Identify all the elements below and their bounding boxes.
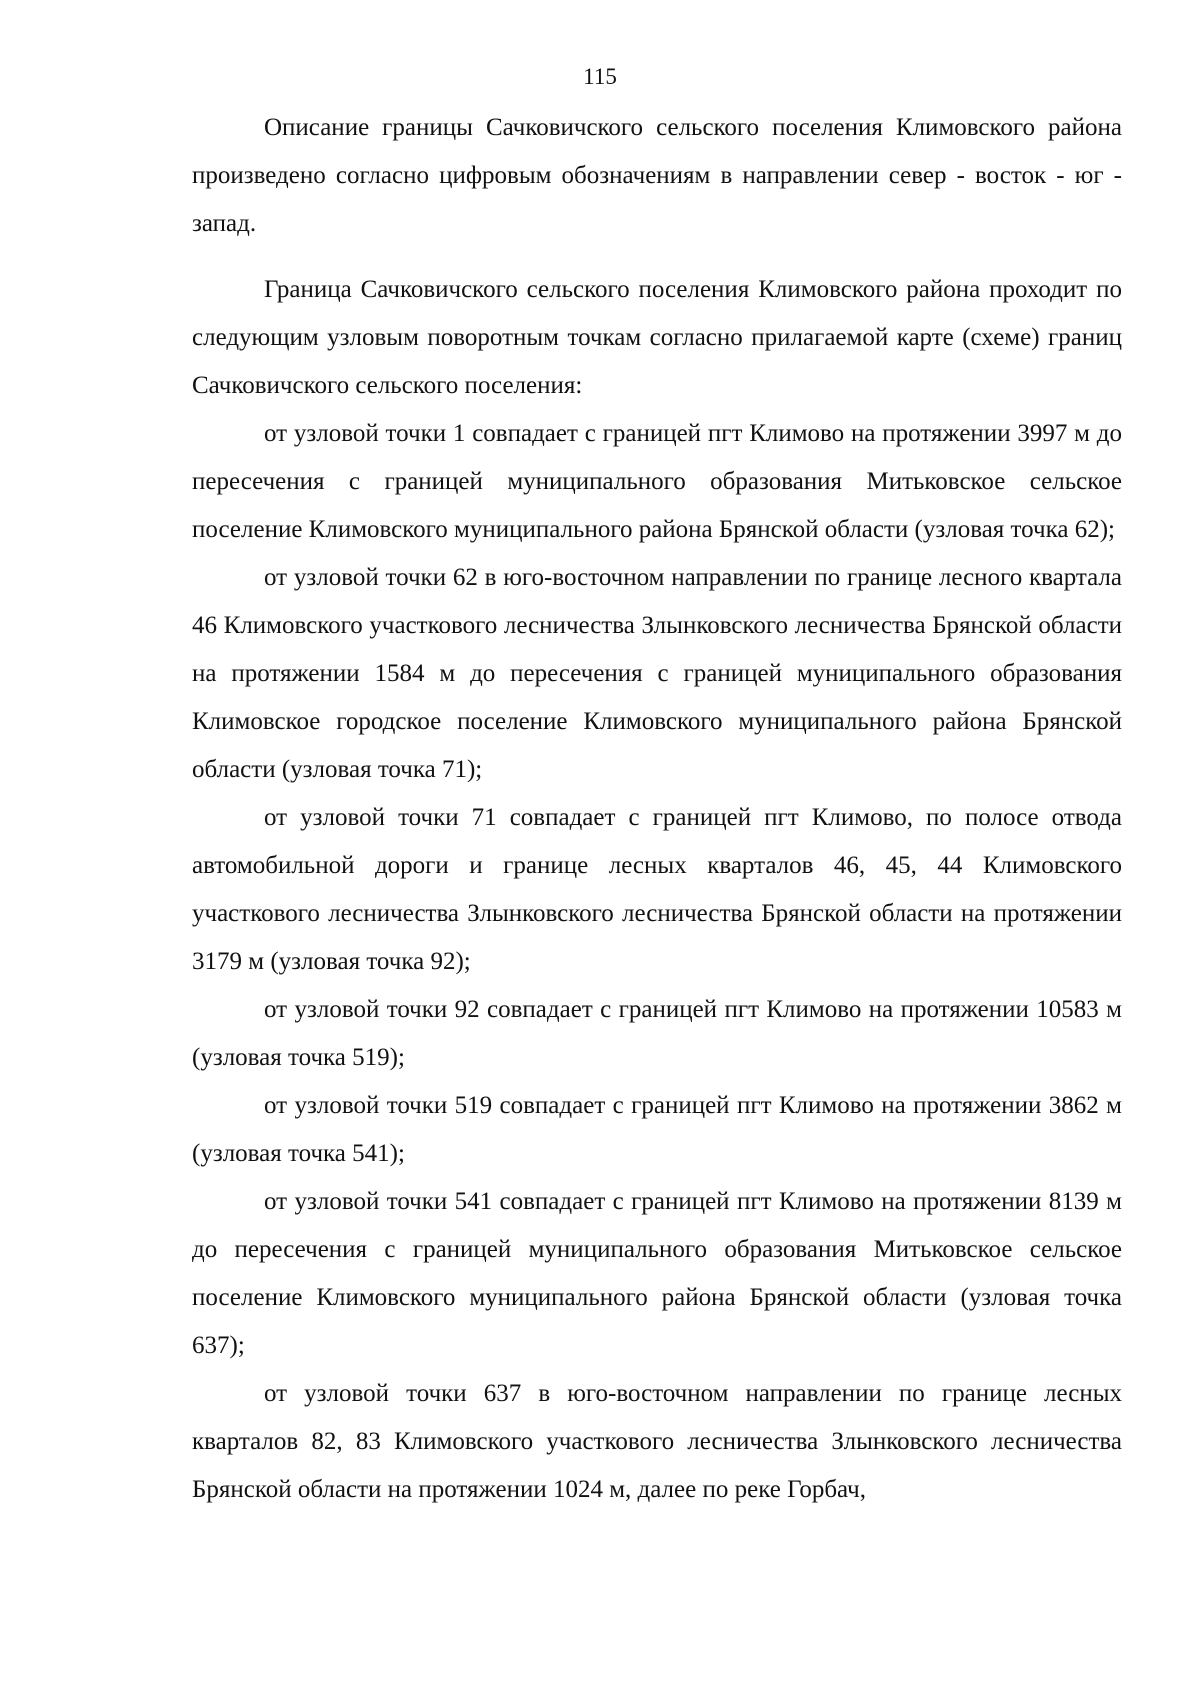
paragraph-point-62: от узловой точки 62 в юго-восточном направлении по границе лесного квартала 46 Климовского участкового лесничества Злынковского лесничества Брянской области на протяжении 1584 м до пересечения с границей муниципального образования Климовское городское поселение Климовского муниципального района Брянской области (узловая точка 71); (192, 564, 1122, 783)
paragraph-boundary-description-intro: Описание границы Сачковичского сельского поселения Климовского района произведено согласно цифровым обозначениям в направлении север - восток - юг - запад. (192, 114, 1122, 237)
document-body (192, 104, 1122, 1514)
paragraph-point-519: от узловой точки 519 совпадает с границей пгт Климово на протяжении 3862 м (узловая точка 541); (192, 1092, 1122, 1167)
paragraph-gap (192, 248, 1122, 266)
paragraph-boundary-route-intro: Граница Сачковичского сельского поселения Климовского района проходит по следующим узловым поворотным точкам согласно прилагаемой карте (схеме) границ Сачковичского сельского поселения: (192, 276, 1122, 399)
page-number: 115 (583, 64, 617, 89)
paragraph-point-92: от узловой точки 92 совпадает с границей пгт Климово на протяжении 10583 м (узловая точка 519); (192, 996, 1122, 1071)
paragraph-point-541: от узловой точки 541 совпадает с границей пгт Климово на протяжении 8139 м до пересечения с границей муниципального образования Митьковское сельское поселение Климовского муниципального района Брянской области (узловая точка 637); (192, 1188, 1122, 1359)
paragraph-point-71: от узловой точки 71 совпадает с границей пгт Климово, по полосе отвода автомобильной дороги и границе лесных кварталов 46, 45, 44 Климовского участкового лесничества Злынковского лесничества Брянской области на протяжении 3179 м (узловая точка 92); (192, 804, 1122, 975)
paragraph-point-1: от узловой точки 1 совпадает с границей пгт Климово на протяжении 3997 м до пересечения с границей муниципального образования Митьковское сельское поселение Климовского муниципального района Брянской области (узловая точка 62); (192, 420, 1122, 543)
paragraph-point-637: от узловой точки 637 в юго-восточном направлении по границе лесных кварталов 82, 83 Климовского участкового лесничества Злынковского лесничества Брянской области на протяжении 1024 м, далее по реке Горбач, (192, 1380, 1122, 1503)
